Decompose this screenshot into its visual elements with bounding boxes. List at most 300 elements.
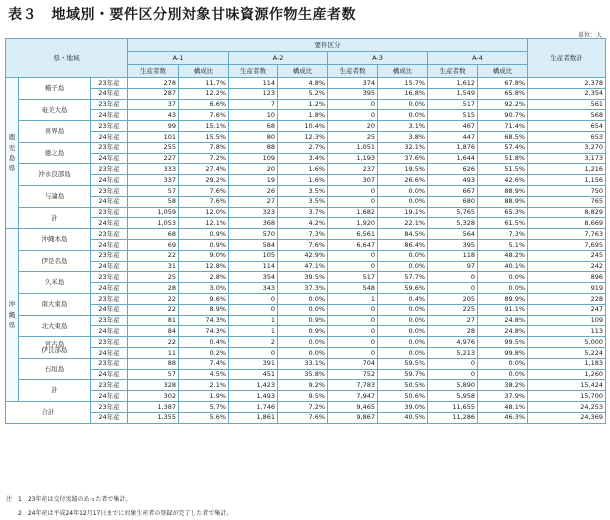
count-cell: 333 bbox=[128, 164, 179, 175]
table-row bbox=[6, 142, 606, 153]
ratio-cell: 91.1% bbox=[478, 304, 528, 315]
count-cell: 3,270 bbox=[528, 142, 606, 153]
ratio-cell: 0.0% bbox=[378, 250, 428, 261]
island-label: 奄美大島 bbox=[19, 99, 91, 121]
count-cell: 1,423 bbox=[229, 380, 278, 391]
count-cell: 1,387 bbox=[128, 401, 179, 412]
ratio-cell: 32.1% bbox=[378, 142, 428, 153]
ratio-cell: 0.0% bbox=[278, 304, 328, 315]
ratio-cell: 9.0% bbox=[179, 250, 229, 261]
ratio-cell: 39.5% bbox=[278, 272, 328, 283]
count-cell: 15,700 bbox=[528, 391, 606, 402]
count-cell: 0 bbox=[328, 347, 378, 358]
ratio-cell: 27.4% bbox=[179, 164, 229, 175]
year-label: 23年産 bbox=[91, 78, 128, 89]
year-label: 24年産 bbox=[91, 369, 128, 380]
grand-total-label: 合計 bbox=[6, 401, 91, 423]
region-header: 県・地域 bbox=[6, 39, 128, 78]
ratio-cell: 15.7% bbox=[378, 78, 428, 89]
count-cell: 0 bbox=[229, 293, 278, 304]
ratio-cell: 2.1% bbox=[179, 380, 229, 391]
year-label: 23年産 bbox=[91, 293, 128, 304]
count-cell: 750 bbox=[528, 185, 606, 196]
ratio-cell: 40.5% bbox=[378, 412, 428, 423]
ratio-header: 構成比 bbox=[478, 65, 528, 78]
count-cell: 88 bbox=[229, 142, 278, 153]
count-cell: 307 bbox=[328, 175, 378, 186]
note-2: 2 24年産は平成24年12月17日までに対象生産者の登録が完了した者で集計。 bbox=[6, 510, 233, 517]
table-row bbox=[6, 250, 606, 261]
year-label: 24年産 bbox=[91, 239, 128, 250]
count-cell: 27 bbox=[428, 315, 478, 326]
ratio-cell: 2.7% bbox=[278, 142, 328, 153]
island-label: 喜界島 bbox=[19, 121, 91, 143]
table-row bbox=[6, 99, 606, 110]
island-label: 宮古島 伊良部島 bbox=[19, 337, 91, 359]
count-cell: 752 bbox=[328, 369, 378, 380]
table-row bbox=[6, 401, 606, 412]
count-cell: 20 bbox=[328, 121, 378, 132]
count-cell: 205 bbox=[428, 293, 478, 304]
count-cell: 1,612 bbox=[428, 78, 478, 89]
ratio-cell: 37.9% bbox=[478, 391, 528, 402]
island-label: 北大東島 bbox=[19, 315, 91, 337]
count-cell: 11 bbox=[128, 347, 179, 358]
year-label: 23年産 bbox=[91, 207, 128, 218]
count-cell: 0 bbox=[328, 250, 378, 261]
table-row bbox=[6, 391, 606, 402]
ratio-cell: 5.2% bbox=[278, 88, 328, 99]
table-row bbox=[6, 88, 606, 99]
count-cell: 97 bbox=[428, 261, 478, 272]
count-cell: 704 bbox=[328, 358, 378, 369]
count-cell: 99 bbox=[128, 121, 179, 132]
ratio-cell: 7.8% bbox=[179, 142, 229, 153]
ratio-cell: 71.4% bbox=[478, 121, 528, 132]
count-cell: 548 bbox=[328, 283, 378, 294]
count-cell: 237 bbox=[328, 164, 378, 175]
island-label: 久米島 bbox=[19, 272, 91, 294]
ratio-cell: 89.9% bbox=[478, 293, 528, 304]
count-cell: 0 bbox=[328, 304, 378, 315]
ratio-cell: 22.1% bbox=[378, 218, 428, 229]
count-cell: 7 bbox=[229, 99, 278, 110]
count-cell: 81 bbox=[128, 315, 179, 326]
count-cell: 5,213 bbox=[428, 347, 478, 358]
year-label: 24年産 bbox=[91, 218, 128, 229]
ratio-cell: 68.5% bbox=[478, 131, 528, 142]
ratio-cell: 4.5% bbox=[179, 369, 229, 380]
ratio-cell: 7.4% bbox=[179, 358, 229, 369]
requirement-header: 要件区分 bbox=[128, 39, 528, 52]
ratio-cell: 84.5% bbox=[378, 229, 428, 240]
table-row bbox=[6, 185, 606, 196]
year-label: 24年産 bbox=[91, 88, 128, 99]
ratio-cell: 5.1% bbox=[478, 239, 528, 250]
ratio-cell: 65.3% bbox=[478, 207, 528, 218]
ratio-cell: 51.5% bbox=[478, 164, 528, 175]
ratio-cell: 3.8% bbox=[378, 131, 428, 142]
count-cell: 584 bbox=[229, 239, 278, 250]
unit-label: 単位：人 bbox=[577, 32, 602, 39]
count-cell: 8,669 bbox=[528, 218, 606, 229]
ratio-cell: 16.8% bbox=[378, 88, 428, 99]
ratio-cell: 7.6% bbox=[179, 185, 229, 196]
ratio-cell: 1.9% bbox=[179, 391, 229, 402]
ratio-cell: 3.4% bbox=[278, 153, 328, 164]
ratio-cell: 0.0% bbox=[378, 261, 428, 272]
island-label: 沖縄本島 bbox=[19, 229, 91, 251]
count-cell: 1,051 bbox=[328, 142, 378, 153]
note-1: 注 1 23年産は交付実績のあった者で集計。 bbox=[6, 496, 132, 503]
ratio-cell: 10.4% bbox=[278, 121, 328, 132]
count-cell: 626 bbox=[428, 164, 478, 175]
year-label: 24年産 bbox=[91, 391, 128, 402]
ratio-cell: 7.6% bbox=[278, 412, 328, 423]
count-cell: 58 bbox=[128, 196, 179, 207]
count-cell: 26 bbox=[229, 185, 278, 196]
ratio-cell: 8.9% bbox=[179, 304, 229, 315]
table-row bbox=[6, 358, 606, 369]
count-header: 生産者数 bbox=[229, 65, 278, 78]
ratio-cell: 15.1% bbox=[179, 121, 229, 132]
total-header: 生産者数計 bbox=[528, 39, 606, 78]
ratio-cell: 7.2% bbox=[179, 153, 229, 164]
island-label: 計 bbox=[19, 380, 91, 402]
ratio-cell: 5.6% bbox=[179, 412, 229, 423]
ratio-cell: 1.8% bbox=[278, 110, 328, 121]
ratio-cell: 0.4% bbox=[378, 293, 428, 304]
count-cell: 0 bbox=[328, 185, 378, 196]
count-cell: 242 bbox=[528, 261, 606, 272]
group-header-a2: A-2 bbox=[229, 52, 328, 65]
producers-table bbox=[5, 38, 606, 424]
ratio-cell: 7.6% bbox=[278, 239, 328, 250]
ratio-cell: 0.0% bbox=[278, 337, 328, 348]
table-row bbox=[6, 380, 606, 391]
table-row bbox=[6, 261, 606, 272]
count-cell: 57 bbox=[128, 185, 179, 196]
year-label: 23年産 bbox=[91, 121, 128, 132]
ratio-cell: 50.6% bbox=[378, 391, 428, 402]
ratio-cell: 46.3% bbox=[478, 412, 528, 423]
table-row bbox=[6, 110, 606, 121]
ratio-cell: 74.3% bbox=[179, 315, 229, 326]
group-header-a3: A-3 bbox=[328, 52, 428, 65]
table-row bbox=[6, 229, 606, 240]
count-cell: 22 bbox=[128, 293, 179, 304]
ratio-cell: 40.1% bbox=[478, 261, 528, 272]
count-cell: 1 bbox=[229, 326, 278, 337]
year-label: 23年産 bbox=[91, 380, 128, 391]
count-cell: 25 bbox=[328, 131, 378, 142]
year-label: 23年産 bbox=[91, 250, 128, 261]
year-label: 24年産 bbox=[91, 304, 128, 315]
ratio-cell: 0.0% bbox=[378, 185, 428, 196]
count-cell: 278 bbox=[128, 78, 179, 89]
ratio-cell: 0.0% bbox=[378, 315, 428, 326]
count-cell: 395 bbox=[428, 239, 478, 250]
count-cell: 225 bbox=[428, 304, 478, 315]
year-label: 23年産 bbox=[91, 272, 128, 283]
year-label: 24年産 bbox=[91, 175, 128, 186]
ratio-cell: 0.9% bbox=[278, 326, 328, 337]
count-cell: 0 bbox=[428, 369, 478, 380]
year-label: 24年産 bbox=[91, 153, 128, 164]
ratio-header: 構成比 bbox=[179, 65, 229, 78]
table-row bbox=[6, 272, 606, 283]
year-label: 23年産 bbox=[91, 229, 128, 240]
ratio-cell: 59.5% bbox=[378, 358, 428, 369]
ratio-cell: 47.1% bbox=[278, 261, 328, 272]
ratio-cell: 0.0% bbox=[478, 358, 528, 369]
count-cell: 8,829 bbox=[528, 207, 606, 218]
count-cell: 105 bbox=[229, 250, 278, 261]
table-row bbox=[6, 347, 606, 358]
count-cell: 7,695 bbox=[528, 239, 606, 250]
ratio-cell: 0.0% bbox=[378, 99, 428, 110]
ratio-cell: 3.0% bbox=[179, 283, 229, 294]
year-label: 24年産 bbox=[91, 131, 128, 142]
ratio-cell: 37.3% bbox=[278, 283, 328, 294]
count-cell: 1 bbox=[328, 293, 378, 304]
count-cell: 374 bbox=[328, 78, 378, 89]
count-cell: 570 bbox=[229, 229, 278, 240]
count-cell: 564 bbox=[428, 229, 478, 240]
count-cell: 919 bbox=[528, 283, 606, 294]
count-cell: 2 bbox=[229, 337, 278, 348]
count-cell: 24,253 bbox=[528, 401, 606, 412]
count-cell: 515 bbox=[428, 110, 478, 121]
island-label: 沖永良部島 bbox=[19, 164, 91, 186]
count-cell: 667 bbox=[428, 185, 478, 196]
ratio-cell: 33.1% bbox=[278, 358, 328, 369]
table-body bbox=[6, 78, 606, 424]
table-row bbox=[6, 304, 606, 315]
count-cell: 1,193 bbox=[328, 153, 378, 164]
count-cell: 5,765 bbox=[428, 207, 478, 218]
ratio-cell: 9.2% bbox=[278, 380, 328, 391]
table-row bbox=[6, 239, 606, 250]
count-cell: 1,053 bbox=[128, 218, 179, 229]
ratio-cell: 19.1% bbox=[378, 207, 428, 218]
ratio-cell: 11.7% bbox=[179, 78, 229, 89]
count-cell: 22 bbox=[128, 250, 179, 261]
ratio-cell: 3.5% bbox=[278, 196, 328, 207]
year-label: 23年産 bbox=[91, 164, 128, 175]
count-cell: 24,369 bbox=[528, 412, 606, 423]
count-cell: 1,183 bbox=[528, 358, 606, 369]
count-cell: 1,644 bbox=[428, 153, 478, 164]
count-cell: 10 bbox=[229, 110, 278, 121]
ratio-cell: 0.0% bbox=[378, 196, 428, 207]
count-cell: 343 bbox=[229, 283, 278, 294]
ratio-cell: 19.5% bbox=[378, 164, 428, 175]
prefecture-label: 鹿 児 島 県 bbox=[6, 78, 19, 229]
count-cell: 328 bbox=[128, 380, 179, 391]
table-row bbox=[6, 164, 606, 175]
count-cell: 368 bbox=[229, 218, 278, 229]
ratio-cell: 12.8% bbox=[179, 261, 229, 272]
count-cell: 493 bbox=[428, 175, 478, 186]
count-cell: 1,682 bbox=[328, 207, 378, 218]
count-cell: 1,059 bbox=[128, 207, 179, 218]
count-cell: 395 bbox=[328, 88, 378, 99]
count-cell: 228 bbox=[528, 293, 606, 304]
count-cell: 1,746 bbox=[229, 401, 278, 412]
table-row bbox=[6, 337, 606, 348]
island-label: 徳之島 bbox=[19, 142, 91, 164]
year-label: 23年産 bbox=[91, 99, 128, 110]
group-header-a4: A-4 bbox=[428, 52, 528, 65]
ratio-cell: 7.6% bbox=[179, 110, 229, 121]
year-label: 24年産 bbox=[91, 326, 128, 337]
table-row bbox=[6, 412, 606, 423]
count-cell: 7,947 bbox=[328, 391, 378, 402]
year-label: 24年産 bbox=[91, 347, 128, 358]
count-cell: 0 bbox=[328, 99, 378, 110]
count-cell: 113 bbox=[528, 326, 606, 337]
count-header: 生産者数 bbox=[428, 65, 478, 78]
ratio-cell: 88.9% bbox=[478, 196, 528, 207]
ratio-cell: 3.1% bbox=[378, 121, 428, 132]
ratio-cell: 38.2% bbox=[478, 380, 528, 391]
count-cell: 114 bbox=[229, 261, 278, 272]
count-cell: 1,920 bbox=[328, 218, 378, 229]
count-cell: 7,763 bbox=[528, 229, 606, 240]
ratio-cell: 7.3% bbox=[478, 229, 528, 240]
count-cell: 5,224 bbox=[528, 347, 606, 358]
ratio-cell: 65.8% bbox=[478, 88, 528, 99]
table-row bbox=[6, 78, 606, 89]
ratio-cell: 0.0% bbox=[378, 110, 428, 121]
count-cell: 245 bbox=[528, 250, 606, 261]
count-cell: 11,286 bbox=[428, 412, 478, 423]
count-header: 生産者数 bbox=[128, 65, 179, 78]
ratio-cell: 12.1% bbox=[179, 218, 229, 229]
count-cell: 247 bbox=[528, 304, 606, 315]
count-cell: 25 bbox=[128, 272, 179, 283]
count-cell: 323 bbox=[229, 207, 278, 218]
count-cell: 654 bbox=[528, 121, 606, 132]
count-cell: 109 bbox=[229, 153, 278, 164]
ratio-cell: 4.8% bbox=[278, 78, 328, 89]
count-cell: 68 bbox=[229, 121, 278, 132]
prefecture-label: 沖 縄 県 bbox=[6, 229, 19, 402]
count-cell: 7,783 bbox=[328, 380, 378, 391]
ratio-cell: 7.6% bbox=[179, 196, 229, 207]
count-cell: 0 bbox=[328, 326, 378, 337]
year-label: 23年産 bbox=[91, 401, 128, 412]
ratio-cell: 0.0% bbox=[378, 337, 428, 348]
count-cell: 0 bbox=[328, 196, 378, 207]
count-cell: 9,465 bbox=[328, 401, 378, 412]
ratio-header: 構成比 bbox=[378, 65, 428, 78]
year-label: 24年産 bbox=[91, 412, 128, 423]
ratio-cell: 0.0% bbox=[378, 304, 428, 315]
count-cell: 80 bbox=[229, 131, 278, 142]
count-cell: 0 bbox=[428, 283, 478, 294]
count-cell: 20 bbox=[229, 164, 278, 175]
count-cell: 1,260 bbox=[528, 369, 606, 380]
table-row bbox=[6, 207, 606, 218]
count-cell: 11,655 bbox=[428, 401, 478, 412]
count-cell: 5,000 bbox=[528, 337, 606, 348]
count-cell: 1,493 bbox=[229, 391, 278, 402]
count-cell: 1 bbox=[229, 315, 278, 326]
table-row bbox=[6, 121, 606, 132]
ratio-cell: 0.0% bbox=[478, 369, 528, 380]
count-cell: 6,561 bbox=[328, 229, 378, 240]
count-cell: 0 bbox=[229, 304, 278, 315]
year-label: 23年産 bbox=[91, 337, 128, 348]
ratio-cell: 37.6% bbox=[378, 153, 428, 164]
ratio-cell: 88.9% bbox=[478, 185, 528, 196]
ratio-cell: 0.2% bbox=[179, 347, 229, 358]
count-cell: 0 bbox=[328, 110, 378, 121]
ratio-cell: 59.6% bbox=[378, 283, 428, 294]
ratio-cell: 0.0% bbox=[478, 272, 528, 283]
count-cell: 0 bbox=[328, 261, 378, 272]
ratio-cell: 0.0% bbox=[278, 347, 328, 358]
count-header: 生産者数 bbox=[328, 65, 378, 78]
count-cell: 0 bbox=[328, 315, 378, 326]
count-cell: 1,156 bbox=[528, 175, 606, 186]
count-cell: 43 bbox=[128, 110, 179, 121]
table-row bbox=[6, 153, 606, 164]
table-row bbox=[6, 283, 606, 294]
ratio-cell: 90.7% bbox=[478, 110, 528, 121]
count-cell: 19 bbox=[229, 175, 278, 186]
count-cell: 6,647 bbox=[328, 239, 378, 250]
count-cell: 287 bbox=[128, 88, 179, 99]
count-cell: 354 bbox=[229, 272, 278, 283]
year-label: 23年産 bbox=[91, 142, 128, 153]
ratio-cell: 12.0% bbox=[179, 207, 229, 218]
table-row bbox=[6, 315, 606, 326]
ratio-cell: 26.6% bbox=[378, 175, 428, 186]
count-cell: 118 bbox=[428, 250, 478, 261]
island-label: 伊是名島 bbox=[19, 250, 91, 272]
count-cell: 1,355 bbox=[128, 412, 179, 423]
ratio-cell: 24.8% bbox=[478, 315, 528, 326]
ratio-cell: 7.2% bbox=[278, 401, 328, 412]
count-cell: 0 bbox=[428, 358, 478, 369]
island-label: 計 bbox=[19, 207, 91, 229]
count-cell: 37 bbox=[128, 99, 179, 110]
count-cell: 896 bbox=[528, 272, 606, 283]
ratio-cell: 86.4% bbox=[378, 239, 428, 250]
ratio-cell: 35.8% bbox=[278, 369, 328, 380]
ratio-cell: 3.7% bbox=[278, 207, 328, 218]
ratio-cell: 74.3% bbox=[179, 326, 229, 337]
count-cell: 337 bbox=[128, 175, 179, 186]
ratio-cell: 99.8% bbox=[478, 347, 528, 358]
ratio-cell: 0.0% bbox=[378, 326, 428, 337]
island-label: 南大東島 bbox=[19, 293, 91, 315]
year-label: 24年産 bbox=[91, 110, 128, 121]
island-label: 種子島 bbox=[19, 78, 91, 100]
count-cell: 0 bbox=[328, 337, 378, 348]
count-cell: 15,424 bbox=[528, 380, 606, 391]
ratio-cell: 2.8% bbox=[179, 272, 229, 283]
ratio-cell: 57.7% bbox=[378, 272, 428, 283]
ratio-cell: 50.5% bbox=[378, 380, 428, 391]
count-cell: 22 bbox=[128, 304, 179, 315]
ratio-cell: 92.2% bbox=[478, 99, 528, 110]
table-row bbox=[6, 293, 606, 304]
ratio-cell: 39.0% bbox=[378, 401, 428, 412]
